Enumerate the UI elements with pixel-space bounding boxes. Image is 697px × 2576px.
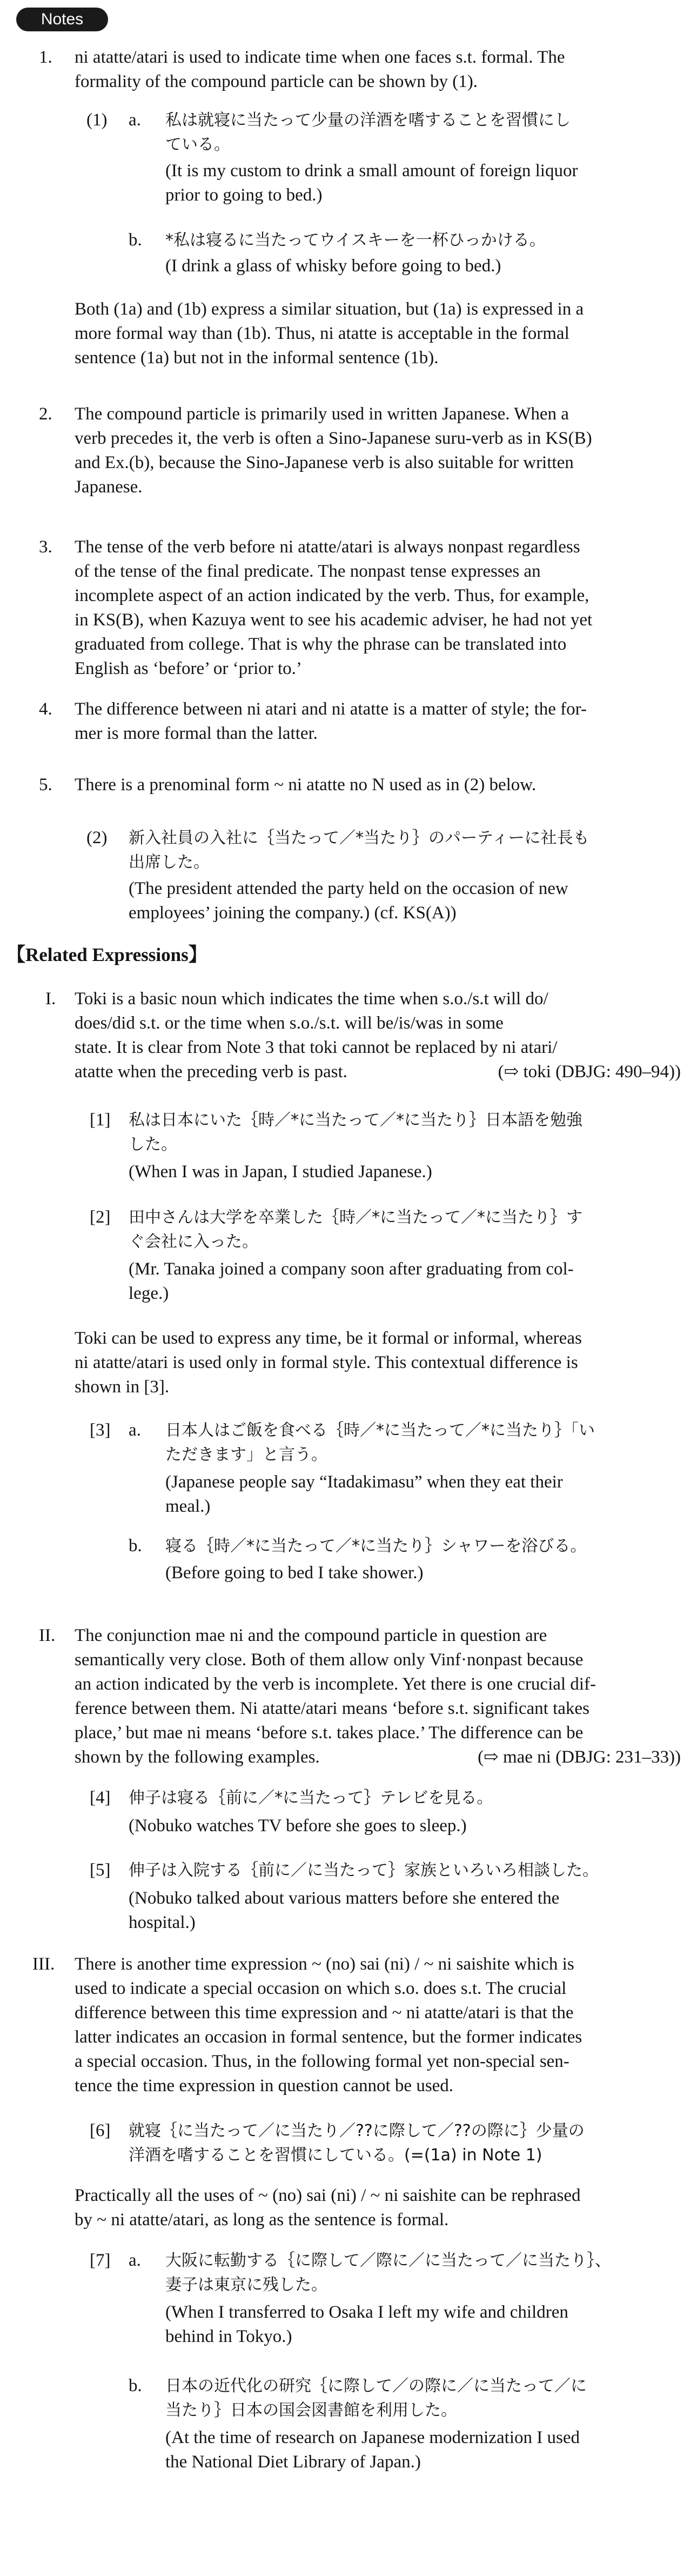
notes-badge: Notes: [16, 8, 108, 31]
example-1a-translation: [165, 159, 679, 208]
note-5-number: 5.: [39, 775, 52, 795]
jp-line: 妻子は東京に残した。: [165, 2275, 327, 2294]
example-r5-japanese: [129, 1858, 680, 1883]
jp-line: 当たり｝日本の国会図書館を利用した。: [165, 2401, 457, 2420]
en-line: behind in Tokyo.): [165, 2327, 292, 2346]
example-r3a-label: a.: [129, 1420, 141, 1440]
jp-line: した。: [129, 1135, 177, 1154]
example-r2-label: [2]: [90, 1207, 111, 1227]
note-1-tail-line: Both (1a) and (1b) express a similar situation, but (1a) is expressed in a: [75, 299, 584, 319]
example-r7a-label: a.: [129, 2251, 141, 2270]
related-i-line: atatte when the preceding verb is past.: [75, 1062, 347, 1082]
example-r4-label: [4]: [90, 1788, 111, 1807]
jp-line: 日本の近代化の研究｛に際して／の際に／に当たって／に: [165, 2377, 587, 2395]
jp-line: 洋酒を嗜することを習慣にしている。(=(1a) in Note 1): [129, 2146, 542, 2165]
related-ii-number: II.: [39, 1626, 56, 1645]
jp-line: 寝る｛時／*に当たって／*に当たり｝シャワーを浴びる。: [165, 1537, 587, 1556]
en-line: lege.): [129, 1284, 169, 1303]
note-1-text: [75, 45, 680, 94]
jp-line: 田中さんは大学を卒業した｛時／*に当たって／*に当たり｝す: [129, 1208, 582, 1227]
note-3-line: incomplete aspect of an action indicated by the verb. Thus, for example,: [75, 586, 589, 605]
note-5-text: [75, 773, 680, 797]
en-line: (Before going to bed I take shower.): [165, 1563, 424, 1583]
related-i-tail-line: ni atatte/atari is used only in formal style. This contextual difference is: [75, 1353, 578, 1372]
example-1b-translation: [165, 254, 679, 278]
related-expressions-title: 【Related Expressions】: [6, 944, 207, 965]
en-line: the National Diet Library of Japan.): [165, 2452, 421, 2472]
example-1a-label: a.: [129, 110, 141, 130]
example-r2-japanese: [129, 1205, 680, 1254]
note-4-line: The difference between ni atari and ni atatte is a matter of style; the for-: [75, 699, 587, 719]
note-4-text: [75, 697, 680, 746]
related-iii-text: [75, 1952, 680, 2098]
related-i-tail-line: shown in [3].: [75, 1377, 170, 1397]
en-line: (Nobuko watches TV before she goes to sleep.): [129, 1816, 467, 1836]
example-r5-translation: [129, 1886, 680, 1935]
example-r1-label: [1]: [90, 1110, 111, 1130]
related-iii-line: difference between this time expression and ~ ni atatte/atari is that the: [75, 2003, 574, 2023]
jp-line: ただきます」と言う。: [165, 1445, 327, 1464]
related-ii-line: semantically very close. Both of them allow only Vinf·nonpast because: [75, 1650, 584, 1670]
example-r2-translation: [129, 1257, 680, 1306]
jp-line: 新入社員の入社に｛当たって／*当たり｝のパーティーに社長も: [129, 829, 589, 847]
example-1-label: (1): [86, 110, 108, 130]
note-3-line: graduated from college. That is why the phrase can be translated into: [75, 635, 567, 654]
related-i-line: Toki is a basic noun which indicates the time when s.o./s.t will do/: [75, 989, 548, 1009]
jp-line: 私は就寝に当たって少量の洋酒を嗜することを習慣にし: [165, 111, 571, 130]
note-3-text: [75, 535, 680, 681]
en-line: prior to going to bed.): [165, 185, 323, 205]
note-2-line: and Ex.(b), because the Sino-Japanese verb is also suitable for written: [75, 453, 574, 472]
related-ii-line: an action indicated by the verb is incomplete. Yet there is one crucial dif-: [75, 1674, 596, 1694]
example-r1-translation: [129, 1160, 680, 1184]
note-2-number: 2.: [39, 404, 52, 424]
jp-line: 伸子は寝る｛前に／*に当たって｝テレビを見る。: [129, 1788, 493, 1807]
example-r7b-label: b.: [129, 2376, 142, 2395]
en-line: (Nobuko talked about various matters before she entered the: [129, 1888, 560, 1908]
note-5-line: There is a prenominal form ~ ni atatte no N used as in (2) below.: [75, 775, 537, 795]
example-r3b-translation: [165, 1561, 679, 1585]
related-i-crossref: (⇨ toki (DBJG: 490–94)): [498, 1062, 681, 1082]
example-r7b-translation: [165, 2426, 679, 2474]
note-3-line: The tense of the verb before ni atatte/atari is always nonpast regardless: [75, 537, 580, 557]
related-iii-number: III.: [32, 1954, 55, 1974]
en-line: (At the time of research on Japanese modernization I used: [165, 2428, 580, 2447]
note-1-line: ni atatte/atari is used to indicate time when one faces s.t. formal. The: [75, 48, 565, 67]
example-2-translation: [129, 877, 680, 925]
example-r6-label: [6]: [90, 2121, 111, 2140]
example-r7b-japanese: [165, 2374, 679, 2422]
related-i-tail-line: Toki can be used to express any time, be it formal or informal, whereas: [75, 1329, 582, 1348]
note-3-line: English as ‘before’ or ‘prior to.’: [75, 659, 302, 678]
example-r3b-label: b.: [129, 1536, 142, 1556]
related-ii-line: shown by the following examples.: [75, 1747, 320, 1767]
example-2-label: (2): [86, 828, 108, 847]
example-r7a-japanese: [165, 2248, 679, 2297]
related-iii-line: tence the time expression in question cannot be used.: [75, 2076, 454, 2095]
note-1-tail-line: sentence (1a) but not in the informal sentence (1b).: [75, 348, 439, 368]
example-r3-label: [3]: [90, 1420, 111, 1440]
note-2-text: [75, 402, 680, 499]
note-3-line: in KS(B), when Kazuya went to see his academic adviser, he had not yet: [75, 610, 593, 630]
example-2-japanese: [129, 826, 680, 875]
example-r7-label: [7]: [90, 2251, 111, 2270]
example-r3a-translation: [165, 1470, 679, 1519]
note-2-line: Japanese.: [75, 477, 143, 497]
jp-line: 出席した。: [129, 853, 210, 872]
related-iii-tail-line: Practically all the uses of ~ (no) sai (ni) / ~ ni saishite can be rephrased: [75, 2186, 581, 2205]
related-iii-line: latter indicates an occasion in formal sentence, but the former indicates: [75, 2027, 582, 2047]
en-line: (When I transferred to Osaka I left my wife and children: [165, 2303, 568, 2322]
related-iii-line: a special occasion. Thus, in the following formal yet non-special sen-: [75, 2052, 569, 2071]
related-ii-line: ference between them. Ni atatte/atari means ‘before s.t. significant takes: [75, 1699, 589, 1718]
jp-line: 大阪に転勤する｛に際して／際に／に当たって／に当たり｝、: [165, 2251, 611, 2270]
note-4-line: mer is more formal than the latter.: [75, 724, 318, 743]
jp-line: *私は寝るに当たってウイスキーを一杯ひっかける。: [165, 231, 546, 250]
note-3-line: of the tense of the final predicate. The nonpast tense expresses an: [75, 562, 541, 581]
jp-line: 就寝｛に当たって／に当たり／??に際して／??の際に｝少量の: [129, 2121, 585, 2140]
example-r6-japanese: [129, 2119, 680, 2167]
related-iii-line: There is another time expression ~ (no) sai (ni) / ~ ni saishite which is: [75, 1954, 574, 1974]
example-r4-translation: [129, 1814, 680, 1838]
related-ii-line: The conjunction mae ni and the compound particle in question are: [75, 1626, 547, 1645]
jp-line: 伸子は入院する｛前に／に当たって｝家族といろいろ相談した。: [129, 1861, 599, 1880]
note-1-line: formality of the compound particle can be shown by (1).: [75, 72, 478, 91]
related-iii-tail-line: by ~ ni atatte/atari, as long as the sentence is formal.: [75, 2210, 449, 2230]
example-1b-label: b.: [129, 230, 142, 250]
en-line: (When I was in Japan, I studied Japanese.): [129, 1162, 432, 1182]
note-1-tail-line: more formal way than (1b). Thus, ni atatte is acceptable in the formal: [75, 324, 569, 343]
en-line: hospital.): [129, 1913, 196, 1932]
jp-line: 私は日本にいた｛時／*に当たって／*に当たり｝日本語を勉強: [129, 1111, 582, 1130]
jp-line: 日本人はご飯を食べる｛時／*に当たって／*に当たり｝「い: [165, 1421, 595, 1440]
en-line: meal.): [165, 1497, 211, 1516]
en-line: (It is my custom to drink a small amount of foreign liquor: [165, 161, 578, 181]
example-r3a-japanese: [165, 1418, 679, 1467]
example-r1-japanese: [129, 1108, 680, 1157]
example-r3b-japanese: [165, 1534, 679, 1558]
related-iii-tail: [75, 2184, 680, 2232]
jp-line: ぐ会社に入った。: [129, 1232, 258, 1251]
related-i-line: does/did s.t. or the time when s.o./s.t. will be/is/was in some: [75, 1013, 504, 1033]
note-1-number: 1.: [39, 48, 52, 67]
example-r5-label: [5]: [90, 1860, 111, 1880]
related-i-tail: [75, 1326, 680, 1399]
jp-line: ている。: [165, 135, 230, 154]
related-ii-crossref: (⇨ mae ni (DBJG: 231–33)): [478, 1747, 681, 1767]
en-line: (The president attended the party held on the occasion of new: [129, 879, 568, 898]
related-iii-line: used to indicate a special occasion on which s.o. does s.t. The crucial: [75, 1979, 567, 1998]
example-1a-japanese: [165, 108, 679, 157]
example-r4-japanese: [129, 1786, 680, 1810]
example-1b-japanese: [165, 228, 679, 252]
note-2-line: verb precedes it, the verb is often a Sino-Japanese suru-verb as in KS(B): [75, 429, 592, 448]
en-line: (Mr. Tanaka joined a company soon after graduating from col-: [129, 1259, 574, 1279]
en-line: (I drink a glass of whisky before going to bed.): [165, 256, 501, 276]
note-3-number: 3.: [39, 537, 52, 557]
related-i-line: state. It is clear from Note 3 that toki cannot be replaced by ni atari/: [75, 1038, 558, 1057]
en-line: employees’ joining the company.) (cf. KS(A)): [129, 903, 457, 923]
note-1-tail: [75, 297, 680, 370]
note-4-number: 4.: [39, 699, 52, 719]
related-i-number: I.: [45, 989, 56, 1009]
example-r7a-translation: [165, 2300, 679, 2349]
en-line: (Japanese people say “Itadakimasu” when they eat their: [165, 1472, 563, 1492]
note-2-line: The compound particle is primarily used in written Japanese. When a: [75, 404, 569, 424]
related-ii-line: place,’ but mae ni means ‘before s.t. takes place.’ The difference can be: [75, 1723, 584, 1743]
